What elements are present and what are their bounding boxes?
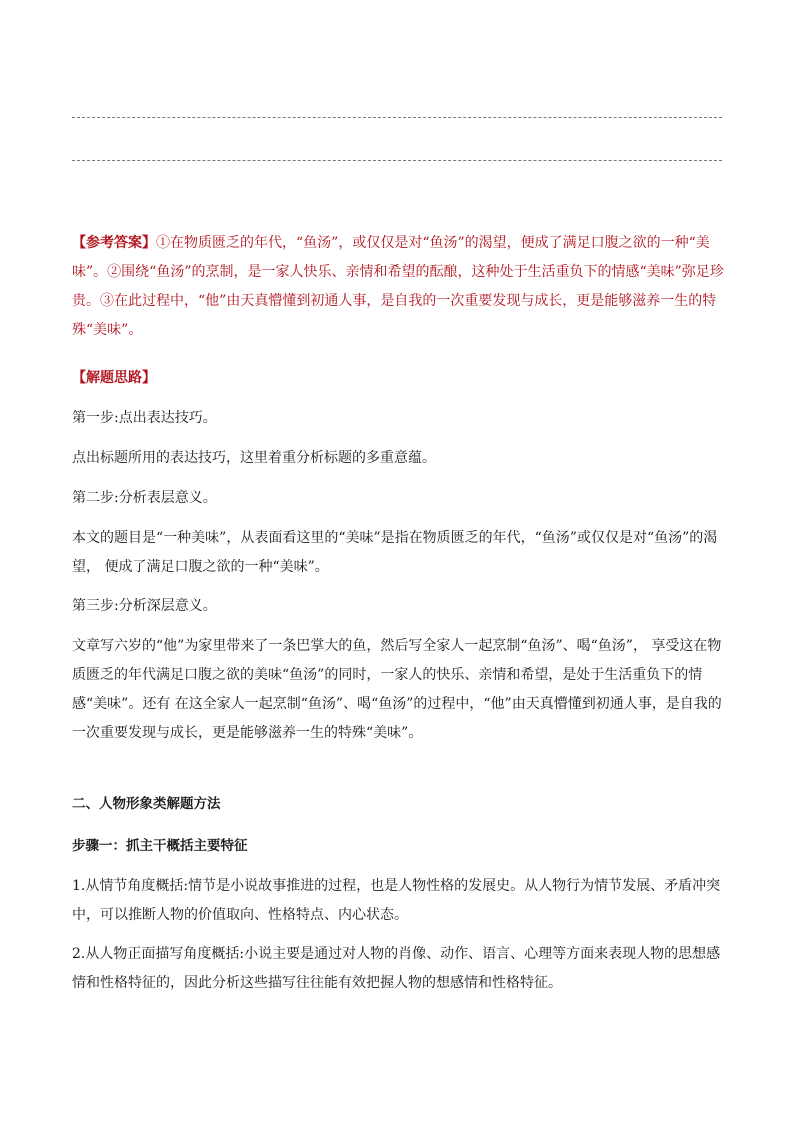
reference-answer-label: 【参考答案】	[72, 235, 156, 251]
thinking-label: 【解题思路】	[72, 370, 156, 386]
answer-line-2	[72, 160, 722, 161]
step2-text: 本文的题目是“一种美味”，从表面看这里的“美味”是指在物质匮乏的年代，“鱼汤”或仅仅是对“鱼汤”的渴望， 便成了满足口腹之欲的一种“美味”。	[72, 530, 718, 575]
step1-title: 第一步:点出表达技巧。	[72, 410, 217, 426]
step3-title: 第三步:分析深层意义。	[72, 598, 217, 614]
step1-text: 点出标题所用的表达技巧，这里着重分析标题的多重意蕴。	[72, 450, 436, 466]
step-heading: 步骤一：抓主干概括主要特征	[72, 838, 248, 854]
step3-text: 文章写六岁的“他”为家里带来了一条巴掌大的鱼，然后写全家人一起烹制“鱼汤”、喝“鱼汤”， 享受这在物质匮乏的年代满足口腹之欲的美味“鱼汤”的同时，一家人的快乐、亲情和希望，是处于生活重负下的情感“美味”。还有 在这全家人一起烹制“鱼汤”、喝“鱼汤”的过程中，“他”由天真懵懂到初通人事，是自我的一次重要发现与成长，更是能够滋养一生的特殊“美味”。	[72, 638, 722, 741]
point-1: 1.从情节角度概括:情节是小说故事推进的过程，也是人物性格的发展史。从人物行为情节发展、矛盾冲突中，可以推断人物的价值取向、性格特点、内心状态。	[72, 878, 721, 923]
section-heading: 二、人物形象类解题方法	[72, 796, 221, 812]
step2-title: 第二步:分析表层意义。	[72, 490, 217, 506]
reference-answer	[72, 229, 728, 345]
reference-answer-text: ①在物质匮乏的年代，“鱼汤”，或仅仅是对“鱼汤”的渴望，便成了满足口腹之欲的一种“美味”。②围绕“鱼汤”的烹制，是一家人快乐、亲情和希望的酝酿，这种处于生活重负下的情感“美味”弥足珍贵。③在此过程中，“他”由天真懵懂到初通人事，是自我的一次重要发现与成长，更是能够滋养一生的特殊“美味”。	[72, 235, 724, 338]
answer-line-1	[72, 117, 722, 118]
point-2: 2.从人物正面描写角度概括:小说主要是通过对人物的肖像、动作、语言、心理等方面来表现人物的思想感情和性格特征的，因此分析这些描写往往能有效把握人物的想感情和性格特征。	[72, 946, 721, 991]
